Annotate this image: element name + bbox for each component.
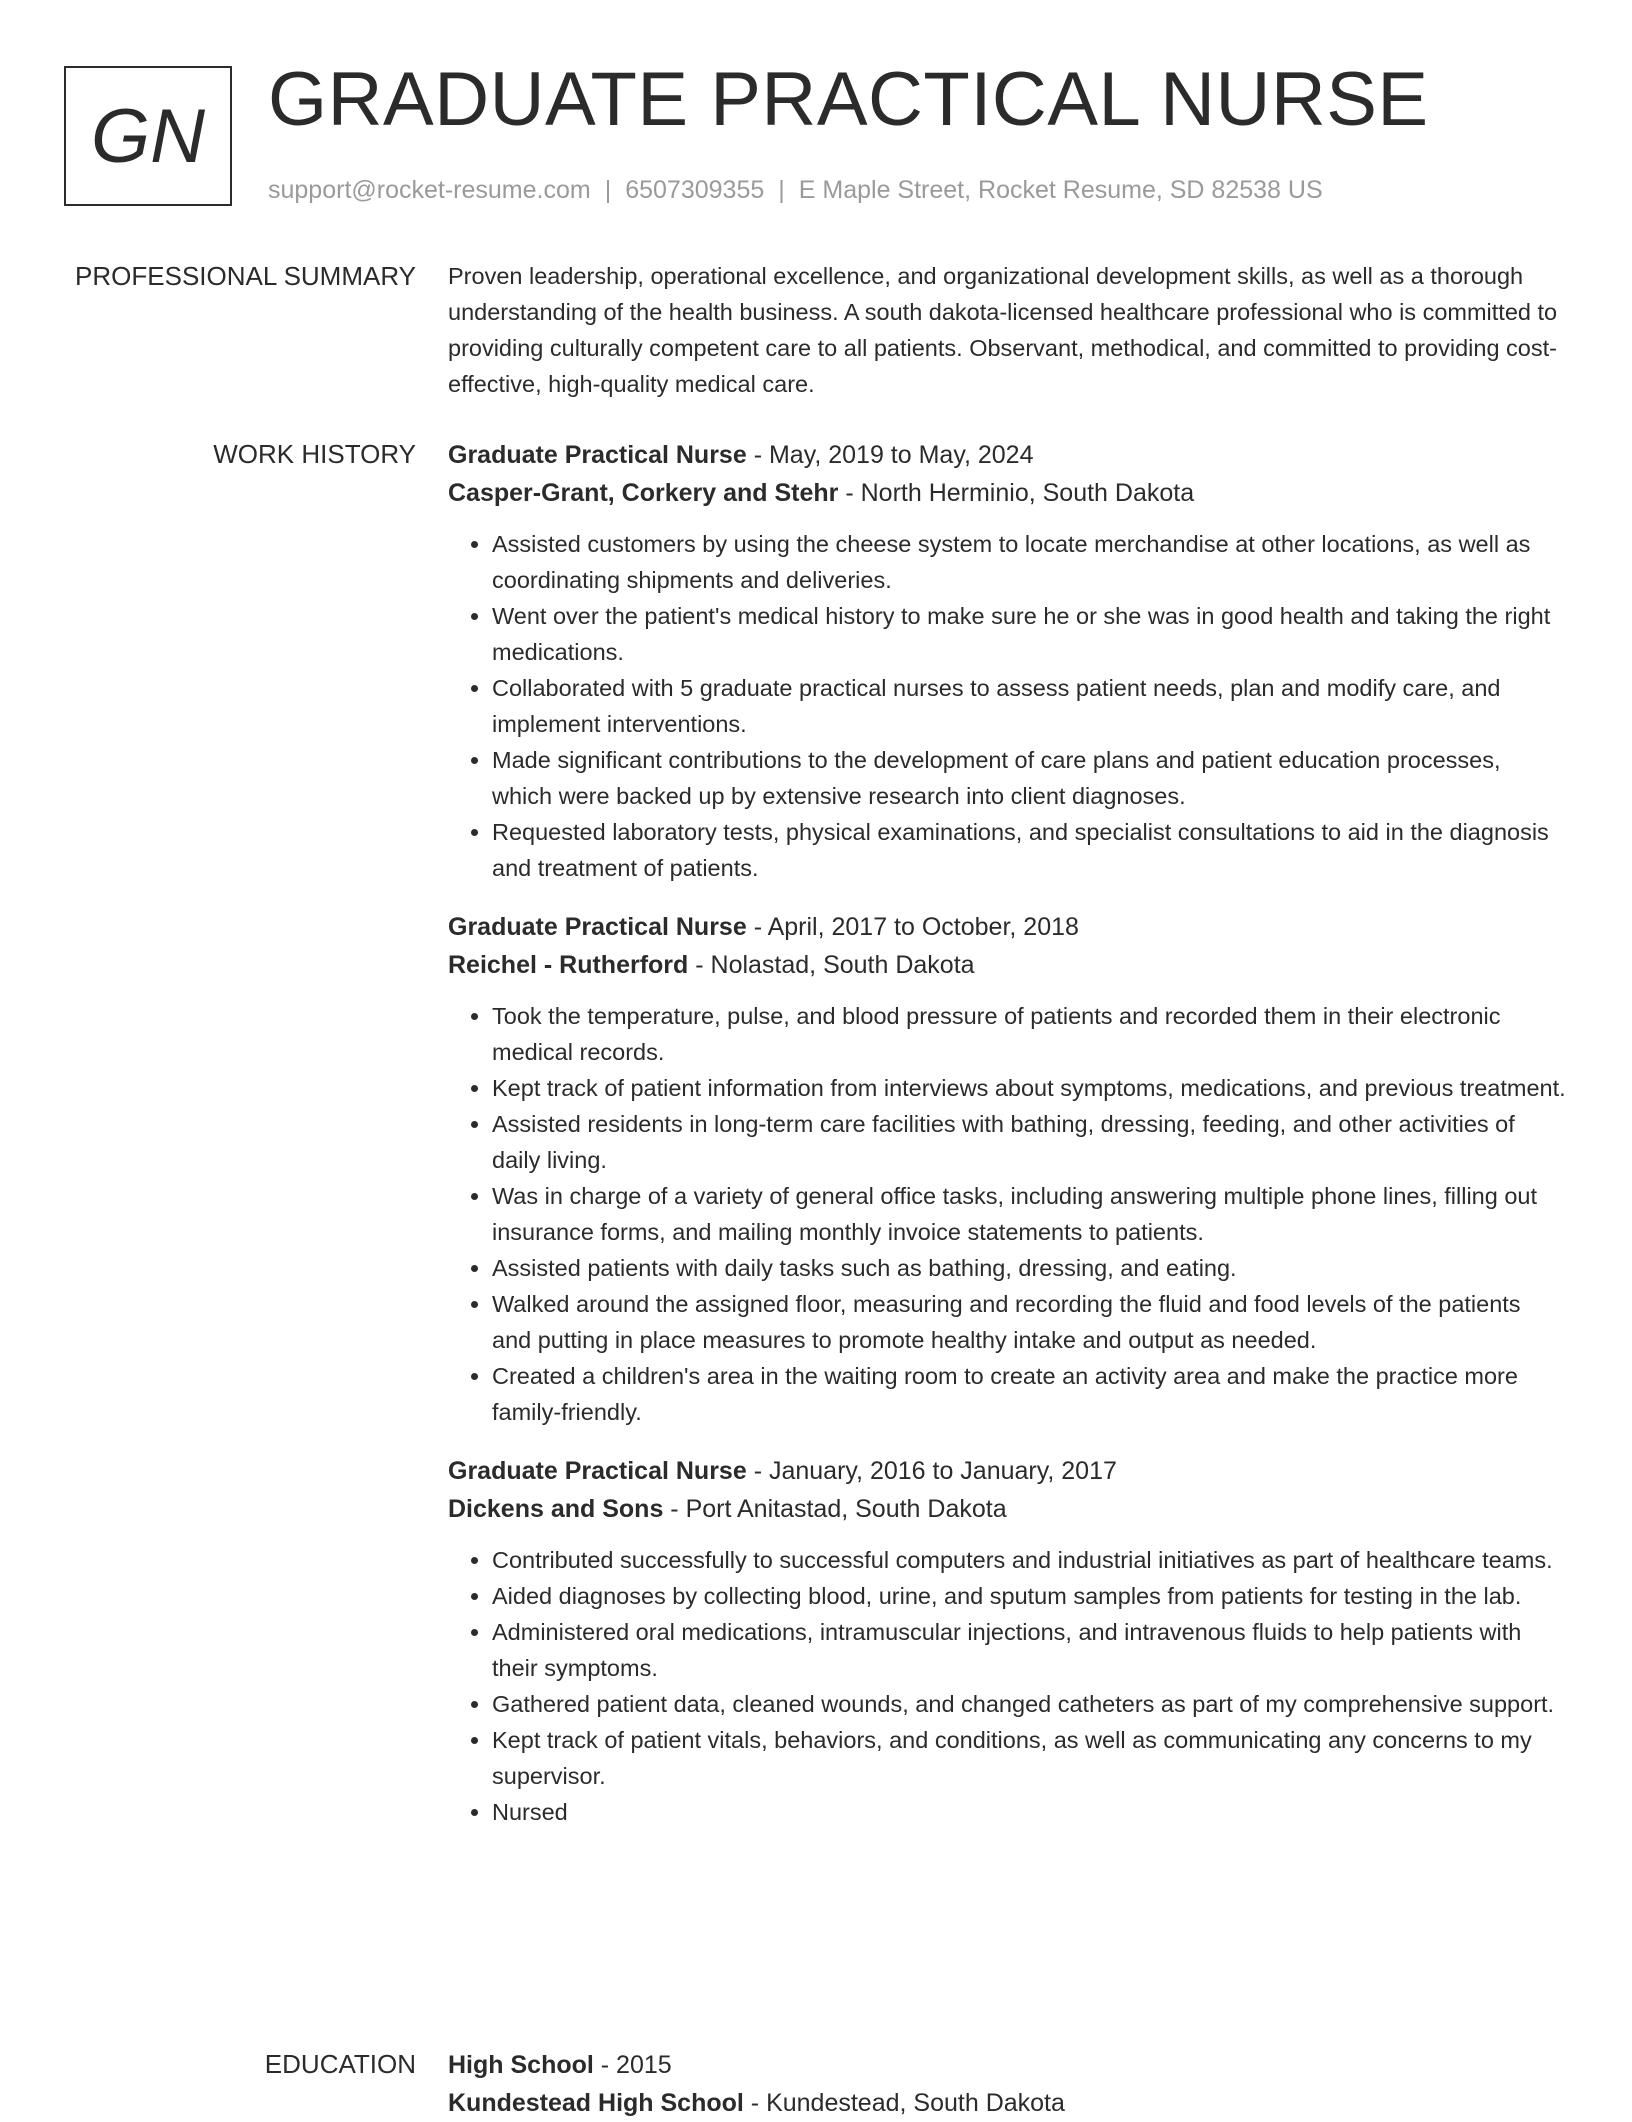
job-bullets [448, 526, 1566, 886]
list-item: • Went over the patient's medical history to make sure he or she was in good health and taking the right medications. [492, 598, 1566, 670]
job-entry [448, 1452, 1566, 1830]
section-label: EDUCATION [264, 2049, 416, 2079]
job-employer-line [448, 474, 1566, 512]
education-degree-line [448, 2046, 1566, 2084]
job-title: Graduate Practical Nurse [448, 441, 747, 469]
monogram-initials: GN [64, 66, 232, 206]
list-item: • Walked around the assigned floor, measuring and recording the fluid and food levels of the patients and putting in place measures to promote healthy intake and output as needed. [492, 1286, 1566, 1358]
job-title-line [448, 908, 1566, 946]
job-dates: - April, 2017 to October, 2018 [746, 913, 1079, 941]
list-item: • Collaborated with 5 graduate practical nurses to assess patient needs, plan and modify care, and implement interventions. [492, 670, 1566, 742]
job-employer-line [448, 1490, 1566, 1528]
list-item: • Assisted patients with daily tasks such as bathing, dressing, and eating. [492, 1250, 1566, 1286]
job-employer-line [448, 946, 1566, 984]
list-item: • Kept track of patient information from interviews about symptoms, medications, and previous treatment. [492, 1070, 1566, 1106]
contact-separator: | [778, 176, 785, 204]
contact-line [268, 176, 1323, 205]
list-item: • Took the temperature, pulse, and blood pressure of patients and recorded them in their electronic medical records. [492, 998, 1566, 1070]
job-location: - Nolastad, South Dakota [688, 951, 975, 979]
education-school-line [448, 2084, 1566, 2122]
list-item: • Aided diagnoses by collecting blood, urine, and sputum samples from patients for testing in the lab. [492, 1578, 1566, 1614]
education-year: - 2015 [593, 2051, 672, 2079]
list-item: • Was in charge of a variety of general office tasks, including answering multiple phone lines, filling out insurance forms, and mailing monthly invoice statements to patients. [492, 1178, 1566, 1250]
job-bullets [448, 1542, 1566, 1830]
contact-phone: 6507309355 [625, 176, 765, 204]
job-location: - North Herminio, South Dakota [838, 479, 1195, 507]
job-employer: Dickens and Sons [448, 1495, 664, 1523]
education-school: Kundestead High School [448, 2089, 744, 2117]
education-degree: High School [448, 2051, 594, 2079]
job-employer: Casper-Grant, Corkery and Stehr [448, 479, 839, 507]
job-dates: - May, 2019 to May, 2024 [746, 441, 1034, 469]
job-list [448, 436, 1566, 1852]
job-title: Graduate Practical Nurse [448, 913, 747, 941]
section-label: WORK HISTORY [213, 439, 416, 469]
education-location: - Kundestead, South Dakota [743, 2089, 1065, 2117]
list-item: • Gathered patient data, cleaned wounds, and changed catheters as part of my comprehensive support. [492, 1686, 1566, 1722]
job-entry [448, 436, 1566, 886]
contact-separator: | [604, 176, 612, 204]
job-entry [448, 908, 1566, 1430]
job-title-line [448, 436, 1566, 474]
job-location: - Port Anitastad, South Dakota [663, 1495, 1007, 1523]
list-item: • Nursed [492, 1794, 1566, 1830]
list-item: • Kept track of patient vitals, behaviors, and conditions, as well as communicating any concerns to my supervisor. [492, 1722, 1566, 1794]
section-label: PROFESSIONAL SUMMARY [75, 261, 416, 291]
list-item: • Assisted customers by using the cheese system to locate merchandise at other locations, as well as coordinating shipments and deliveries. [492, 526, 1566, 598]
job-employer: Reichel - Rutherford [448, 951, 689, 979]
summary-text: Proven leadership, operational excellence, and organizational development skills, as well as a thorough understanding of the health business. A south dakota-licensed healthcare professional who is committed to providing culturally competent care to all patients. Observant, methodical, and committed to providing cost-effective, high-quality medical care. [448, 263, 1558, 397]
list-item: • Administered oral medications, intramuscular injections, and intravenous fluids to help patients with their symptoms. [492, 1614, 1566, 1686]
contact-address: E Maple Street, Rocket Resume, SD 82538 US [798, 176, 1323, 204]
list-item: • Made significant contributions to the development of care plans and patient education processes, which were backed up by extensive research into client diagnoses. [492, 742, 1566, 814]
list-item: • Assisted residents in long-term care facilities with bathing, dressing, feeding, and other activities of daily living. [492, 1106, 1566, 1178]
job-dates: - January, 2016 to January, 2017 [746, 1457, 1117, 1485]
job-title: Graduate Practical Nurse [448, 1457, 747, 1485]
job-bullets [448, 998, 1566, 1430]
list-item: • Requested laboratory tests, physical examinations, and specialist consultations to aid in the diagnosis and treatment of patients. [492, 814, 1566, 886]
job-title-line [448, 1452, 1566, 1490]
list-item: • Contributed successfully to successful computers and industrial initiatives as part of healthcare teams. [492, 1542, 1566, 1578]
page-title: GRADUATE PRACTICAL NURSE [268, 57, 1429, 142]
contact-email: support@rocket-resume.com [268, 176, 591, 204]
list-item: • Created a children's area in the waiting room to create an activity area and make the practice more family-friendly. [492, 1358, 1566, 1430]
